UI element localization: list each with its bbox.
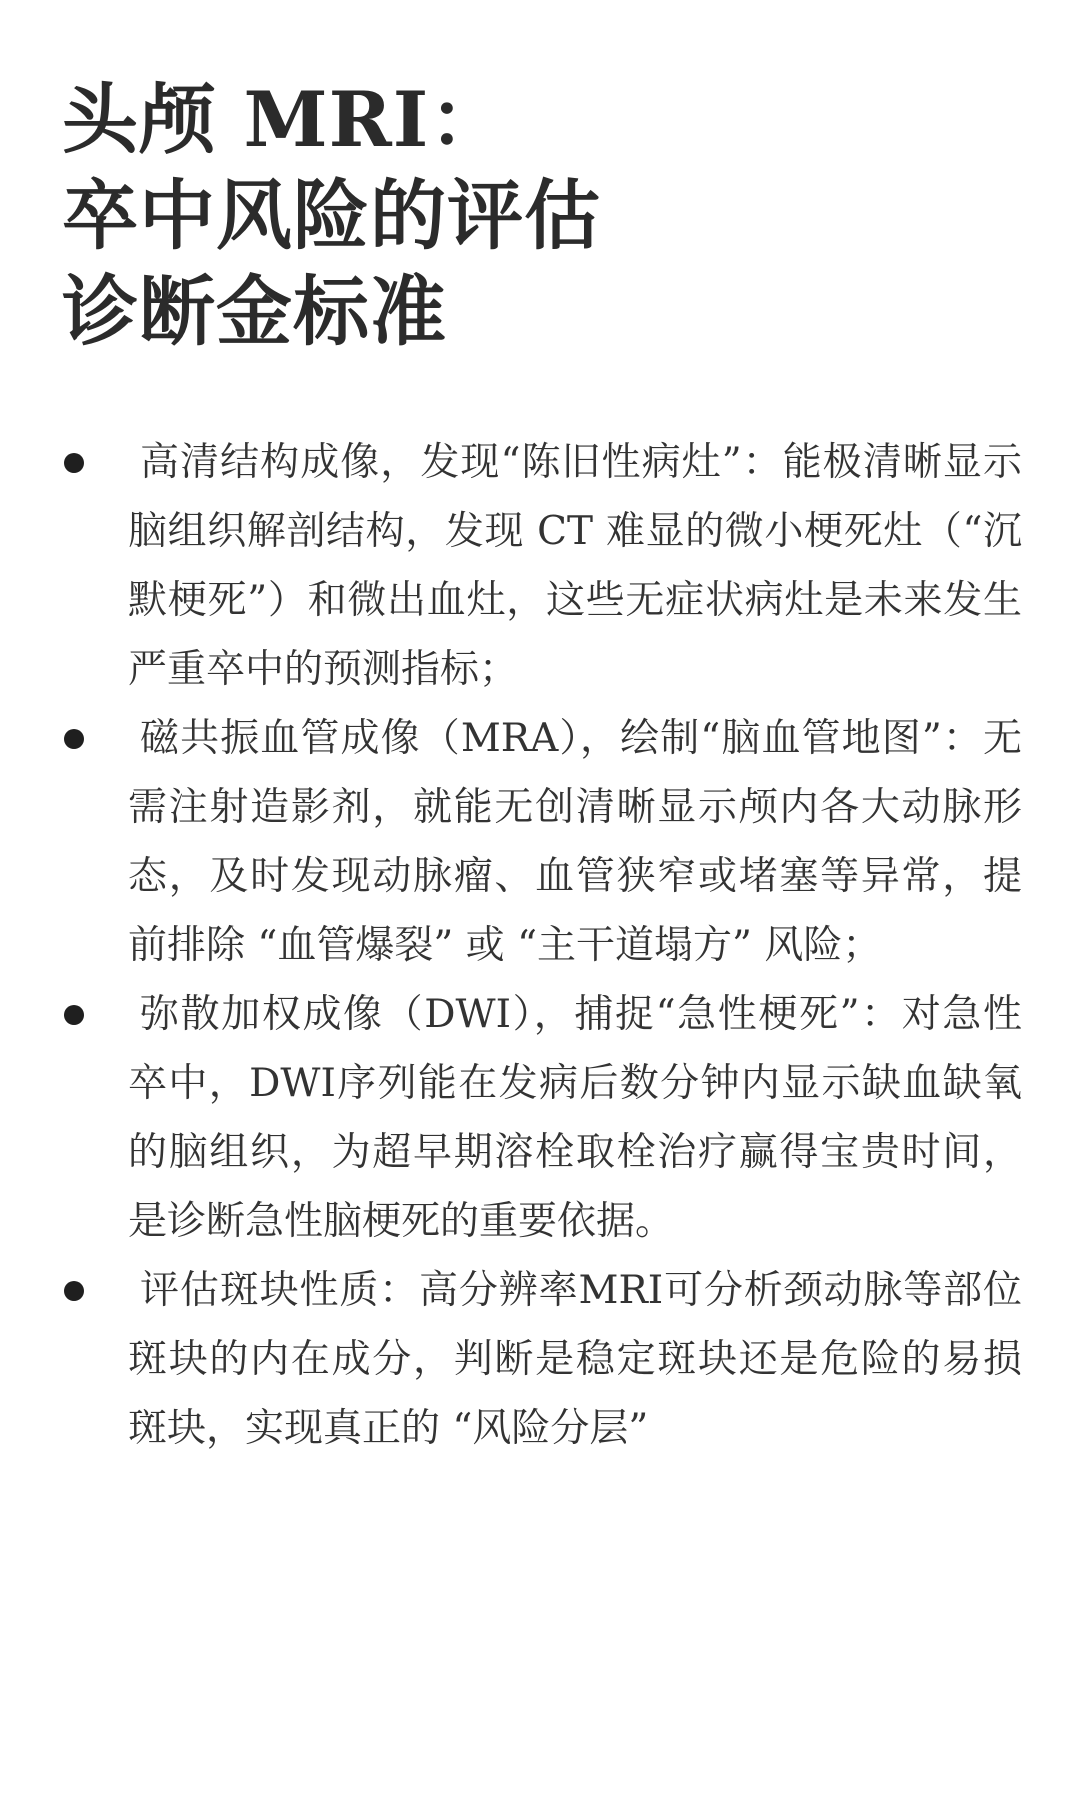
bullet-dot-icon bbox=[64, 729, 84, 749]
list-item bbox=[62, 704, 1022, 980]
list-item bbox=[62, 980, 1022, 1256]
page-title bbox=[62, 72, 962, 360]
bullet-text: 磁共振血管成像（MRA），绘制“脑血管地图”：无需注射造影剂，就能无创清晰显示颅内各大动脉形态，及时发现动脉瘤、血管狭窄或堵塞等异常，提前排除 “血管爆裂” 或 “主干道塌方” 风险； bbox=[128, 716, 1022, 968]
title-line-1: 头颅 MRI： bbox=[62, 75, 507, 164]
bullet-dot-icon bbox=[64, 1281, 84, 1301]
bullet-text: 高清结构成像，发现“陈旧性病灶”：能极清晰显示脑组织解剖结构，发现 CT 难显的微小梗死灶（“沉默梗死”）和微出血灶，这些无症状病灶是未来发生严重卒中的预测指标； bbox=[128, 440, 1022, 692]
bullet-dot-icon bbox=[64, 1005, 84, 1025]
bullet-text: 弥散加权成像（DWI），捕捉“急性梗死”：对急性卒中，DWI序列能在发病后数分钟内显示缺血缺氧的脑组织，为超早期溶栓取栓治疗赢得宝贵时间，是诊断急性脑梗死的重要依据。 bbox=[128, 992, 1022, 1244]
title-line-3: 诊断金标准 bbox=[62, 267, 447, 356]
bullet-list bbox=[62, 428, 1022, 1463]
bullet-dot-icon bbox=[64, 453, 84, 473]
title-line-2: 卒中风险的评估 bbox=[62, 171, 601, 260]
list-item bbox=[62, 428, 1022, 704]
bullet-text: 评估斑块性质：高分辨率MRI可分析颈动脉等部位斑块的内在成分，判断是稳定斑块还是危险的易损斑块，实现真正的 “风险分层” bbox=[128, 1268, 1022, 1451]
list-item bbox=[62, 1256, 1022, 1463]
